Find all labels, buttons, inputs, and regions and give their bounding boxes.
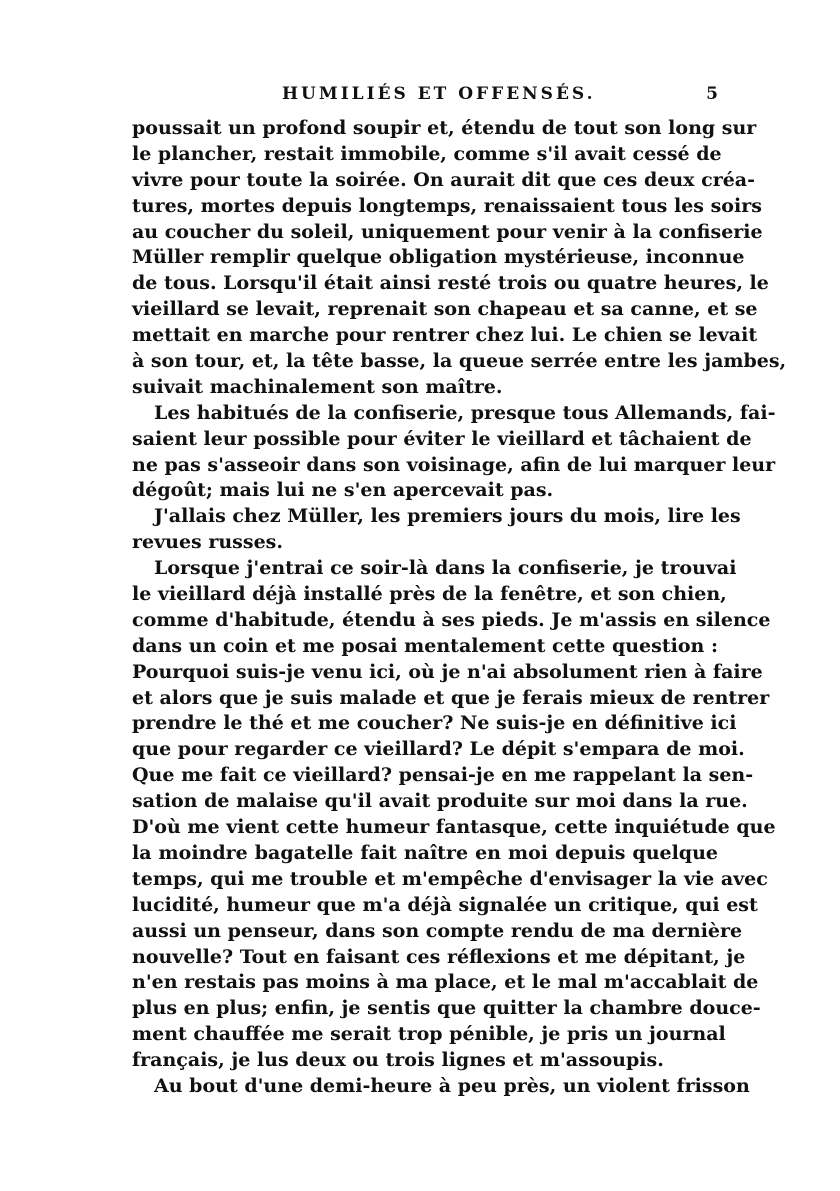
text-line: aussi un penseur, dans son compte rendu de ma dernière <box>132 919 743 942</box>
text-line: dans un coin et me posai mentalement cette question : <box>132 634 718 657</box>
text-line: suivait machinalement son maître. <box>132 375 503 398</box>
text-line: au coucher du soleil, uniquement pour venir à la confiserie <box>132 220 763 243</box>
text-line: Que me fait ce vieillard? pensai-je en me rappelant la sen- <box>132 764 754 787</box>
text-line: de tous. Lorsqu'il était ainsi resté trois ou quatre heures, le <box>132 272 769 295</box>
text-line: mettait en marche pour rentrer chez lui. Le chien se levait <box>132 324 758 347</box>
text-line: D'où me vient cette humeur fantasque, cette inquiétude que <box>132 816 776 839</box>
text-line: saient leur possible pour éviter le vieillard et tâchaient de <box>132 427 752 450</box>
text-line: comme d'habitude, étendu à ses pieds. Je m'assis en silence <box>132 608 771 631</box>
text-line: et alors que je suis malade et que je ferais mieux de rentrer <box>132 686 770 709</box>
page-number: 5 <box>706 84 718 104</box>
text-line: le plancher, restait immobile, comme s'il avait cessé de <box>132 142 722 165</box>
text-line: n'en restais pas moins à ma place, et le mal m'accablait de <box>132 971 759 994</box>
text-line: tures, mortes depuis longtemps, renaissaient tous les soirs <box>132 194 762 217</box>
text-line: dégoût; mais lui ne s'en apercevait pas. <box>132 479 554 502</box>
running-title: HUMILIÉS ET OFFENSÉS. <box>282 84 596 104</box>
text-line: Müller remplir quelque obligation mystérieuse, inconnue <box>132 246 745 269</box>
text-line: à son tour, et, la tête basse, la queue serrée entre les jambes, <box>132 350 787 373</box>
text-line: Les habitués de la confiserie, presque tous Allemands, fai- <box>154 401 776 424</box>
text-line: lucidité, humeur que m'a déjà signalée un critique, qui est <box>132 893 758 916</box>
text-line: sation de malaise qu'il avait produite sur moi dans la rue. <box>132 790 748 813</box>
text-line: Au bout d'une demi-heure à peu près, un violent frisson <box>154 1074 750 1097</box>
text-line: vivre pour toute la soirée. On aurait dit que ces deux créa- <box>132 168 755 191</box>
text-line: Pourquoi suis-je venu ici, où je n'ai absolument rien à faire <box>132 660 763 683</box>
text-line: que pour regarder ce vieillard? Le dépit s'empara de moi. <box>132 738 745 761</box>
body-text <box>132 116 787 1100</box>
text-line: temps, qui me trouble et m'empêche d'envisager la vie avec <box>132 867 768 890</box>
text-line: ne pas s'asseoir dans son voisinage, afin de lui marquer leur <box>132 453 776 476</box>
text-line: revues russes. <box>132 531 283 554</box>
text-line: le vieillard déjà installé près de la fenêtre, et son chien, <box>132 583 727 606</box>
text-line: ment chauffée me serait trop pénible, je pris un journal <box>132 1023 726 1046</box>
text-line: Lorsque j'entrai ce soir-là dans la confiserie, je trouvai <box>154 557 737 580</box>
text-line: vieillard se levait, reprenait son chapeau et sa canne, et se <box>132 298 758 321</box>
text-line: plus en plus; enfin, je sentis que quitter la chambre douce- <box>132 997 761 1020</box>
text-line: la moindre bagatelle fait naître en moi depuis quelque <box>132 841 718 864</box>
running-head <box>132 84 718 110</box>
text-line: prendre le thé et me coucher? Ne suis-je en définitive ici <box>132 712 737 735</box>
text-line: poussait un profond soupir et, étendu de tout son long sur <box>132 117 757 139</box>
text-line: français, je lus deux ou trois lignes et m'assoupis. <box>132 1049 664 1072</box>
text-line: J'allais chez Müller, les premiers jours du mois, lire les <box>154 505 741 528</box>
text-line: nouvelle? Tout en faisant ces réflexions et me dépitant, je <box>132 945 746 968</box>
